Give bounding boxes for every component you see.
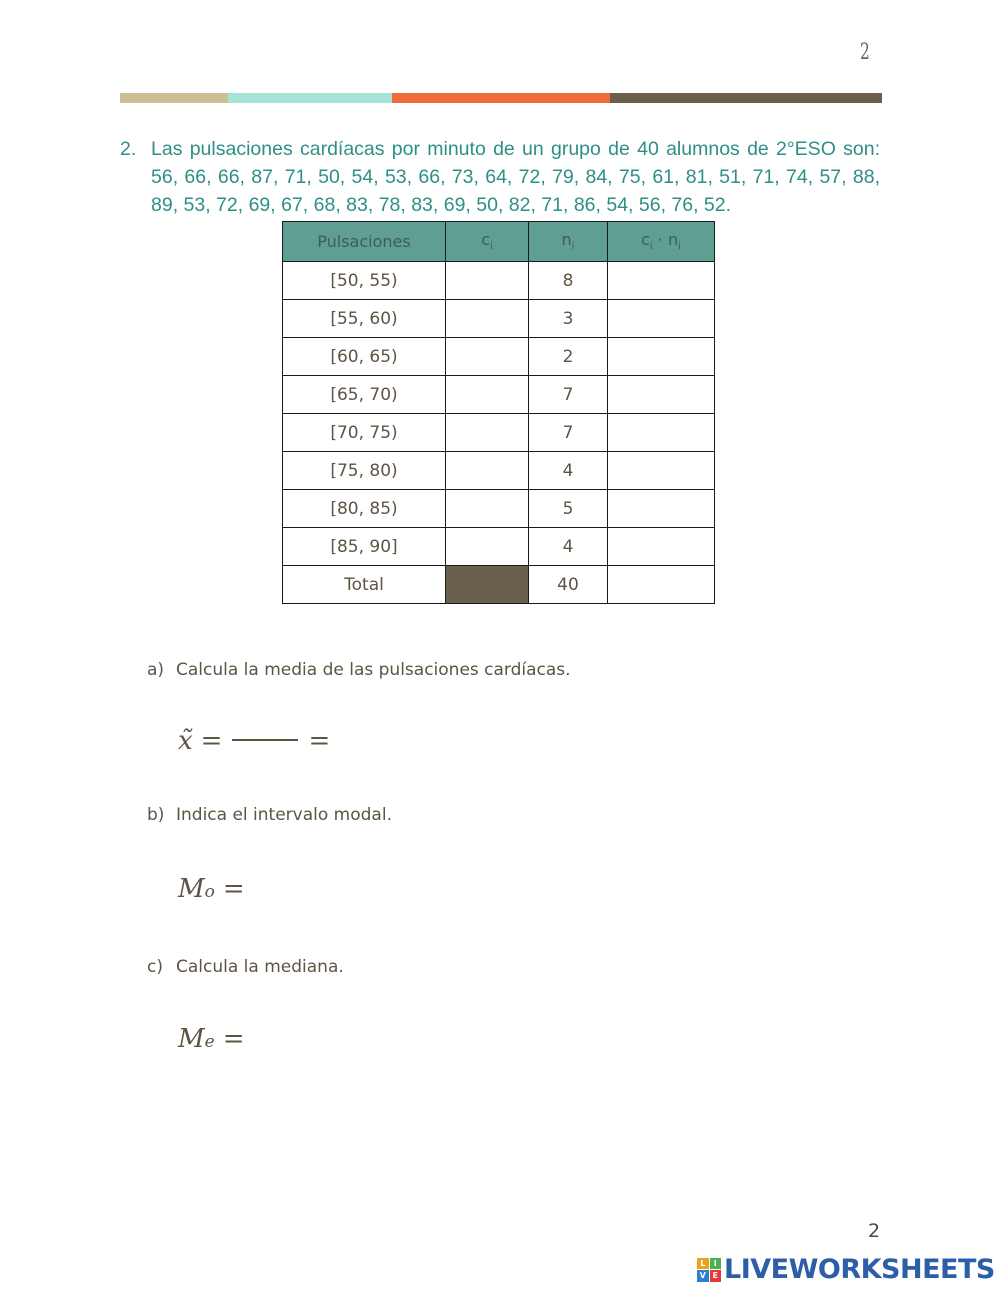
liveworksheets-logo (697, 1254, 995, 1285)
color-bar (120, 93, 882, 103)
shaded-cell (446, 566, 529, 604)
mode-formula (178, 874, 245, 904)
logo-letter-l: L (697, 1258, 709, 1270)
item-c-text: Calcula la mediana. (176, 957, 344, 977)
logo-letter-v: V (697, 1270, 709, 1282)
interval-cell: [80, 85) (283, 490, 446, 528)
page-number-bottom: 2 (868, 1220, 881, 1242)
equals-sign-2: = (308, 726, 331, 756)
ci-input-cell[interactable] (446, 490, 529, 528)
table-header-row (283, 222, 715, 262)
table-row (283, 414, 715, 452)
median-symbol: M (178, 1024, 205, 1054)
header-cini-c: c (641, 230, 650, 250)
header-ni (529, 222, 608, 262)
header-cini-n: n (667, 230, 679, 250)
liveworksheets-text: LIVEWORKSHEETS (724, 1254, 995, 1285)
header-pulsaciones: Pulsaciones (283, 222, 446, 262)
ci-input-cell[interactable] (446, 528, 529, 566)
interval-cell: [55, 60) (283, 300, 446, 338)
mean-symbol: x̃ (178, 726, 193, 756)
item-a-text: Calcula la media de las pulsaciones cardíacas. (176, 660, 571, 680)
ni-cell: 7 (529, 376, 608, 414)
header-cini-n-sub: i (678, 241, 681, 253)
header-ni-base: n (561, 230, 572, 250)
color-bar-segment-2 (228, 93, 392, 103)
total-ci-ni-input-cell[interactable] (608, 566, 715, 604)
item-c-label: c) (147, 957, 163, 977)
ci-input-cell[interactable] (446, 414, 529, 452)
logo-letter-i: I (710, 1258, 722, 1270)
item-c (147, 957, 344, 977)
mode-symbol: M (178, 874, 205, 904)
equals-sign: = (222, 1024, 245, 1054)
ci-ni-input-cell[interactable] (608, 338, 715, 376)
mode-subscript: o (204, 882, 215, 902)
header-ci-sub: i (490, 241, 493, 253)
color-bar-segment-3 (392, 93, 610, 103)
liveworksheets-icon (697, 1258, 721, 1282)
ci-ni-input-cell[interactable] (608, 452, 715, 490)
color-bar-segment-4 (610, 93, 882, 103)
ci-input-cell[interactable] (446, 262, 529, 300)
question-number: 2. (120, 138, 137, 160)
page-number-top: 2 (860, 40, 870, 65)
ni-cell: 7 (529, 414, 608, 452)
equals-sign: = (200, 726, 223, 756)
color-bar-segment-1 (120, 93, 228, 103)
interval-cell: [50, 55) (283, 262, 446, 300)
table-row (283, 300, 715, 338)
header-ci (446, 222, 529, 262)
header-ni-sub: i (571, 241, 575, 253)
header-ci-base: c (481, 230, 490, 250)
table-row (283, 452, 715, 490)
item-a (147, 660, 571, 680)
total-label: Total (283, 566, 446, 604)
fraction-line[interactable] (232, 739, 298, 741)
question-text: Las pulsaciones cardíacas por minuto de un grupo de 40 alumnos de 2°ESO son: 56, 66, 66, 87, 71, 50, 54, 53, 66, 73, 64, 72, 79, 84, 75, 61, 81, 51, 71, 74, 57, 88, 89, 53, 72, 69, 67, 68, 83, 78, 83, 69, 50, 82, 71, 86, 54, 56, 76, 52. (151, 138, 880, 216)
ni-cell: 3 (529, 300, 608, 338)
mean-formula (178, 726, 330, 756)
table-row (283, 376, 715, 414)
header-ci-ni (608, 222, 715, 262)
interval-cell: [70, 75) (283, 414, 446, 452)
table-row (283, 490, 715, 528)
ni-cell: 5 (529, 490, 608, 528)
frequency-table (282, 221, 715, 604)
logo-letter-e: E (710, 1270, 722, 1282)
item-a-label: a) (147, 660, 165, 680)
item-b-label: b) (147, 805, 165, 825)
ni-cell: 2 (529, 338, 608, 376)
ni-cell: 8 (529, 262, 608, 300)
ci-input-cell[interactable] (446, 376, 529, 414)
ci-ni-input-cell[interactable] (608, 376, 715, 414)
ni-cell: 4 (529, 452, 608, 490)
ci-input-cell[interactable] (446, 300, 529, 338)
ci-ni-input-cell[interactable] (608, 300, 715, 338)
item-b (147, 805, 392, 825)
interval-cell: [85, 90] (283, 528, 446, 566)
table-total-row (283, 566, 715, 604)
median-formula (178, 1024, 244, 1054)
interval-cell: [75, 80) (283, 452, 446, 490)
ni-cell: 4 (529, 528, 608, 566)
table-row (283, 338, 715, 376)
ci-input-cell[interactable] (446, 338, 529, 376)
median-subscript: e (204, 1032, 215, 1052)
ci-ni-input-cell[interactable] (608, 528, 715, 566)
ci-ni-input-cell[interactable] (608, 262, 715, 300)
header-cini-dot: · (652, 230, 668, 250)
table-row (283, 528, 715, 566)
interval-cell: [60, 65) (283, 338, 446, 376)
header-cini-c-sub: i (649, 241, 653, 253)
equals-sign: = (222, 874, 245, 904)
total-ni: 40 (529, 566, 608, 604)
ci-ni-input-cell[interactable] (608, 414, 715, 452)
ci-ni-input-cell[interactable] (608, 490, 715, 528)
table-row (283, 262, 715, 300)
ci-input-cell[interactable] (446, 452, 529, 490)
question-2 (120, 135, 880, 219)
interval-cell: [65, 70) (283, 376, 446, 414)
item-b-text: Indica el intervalo modal. (176, 805, 392, 825)
